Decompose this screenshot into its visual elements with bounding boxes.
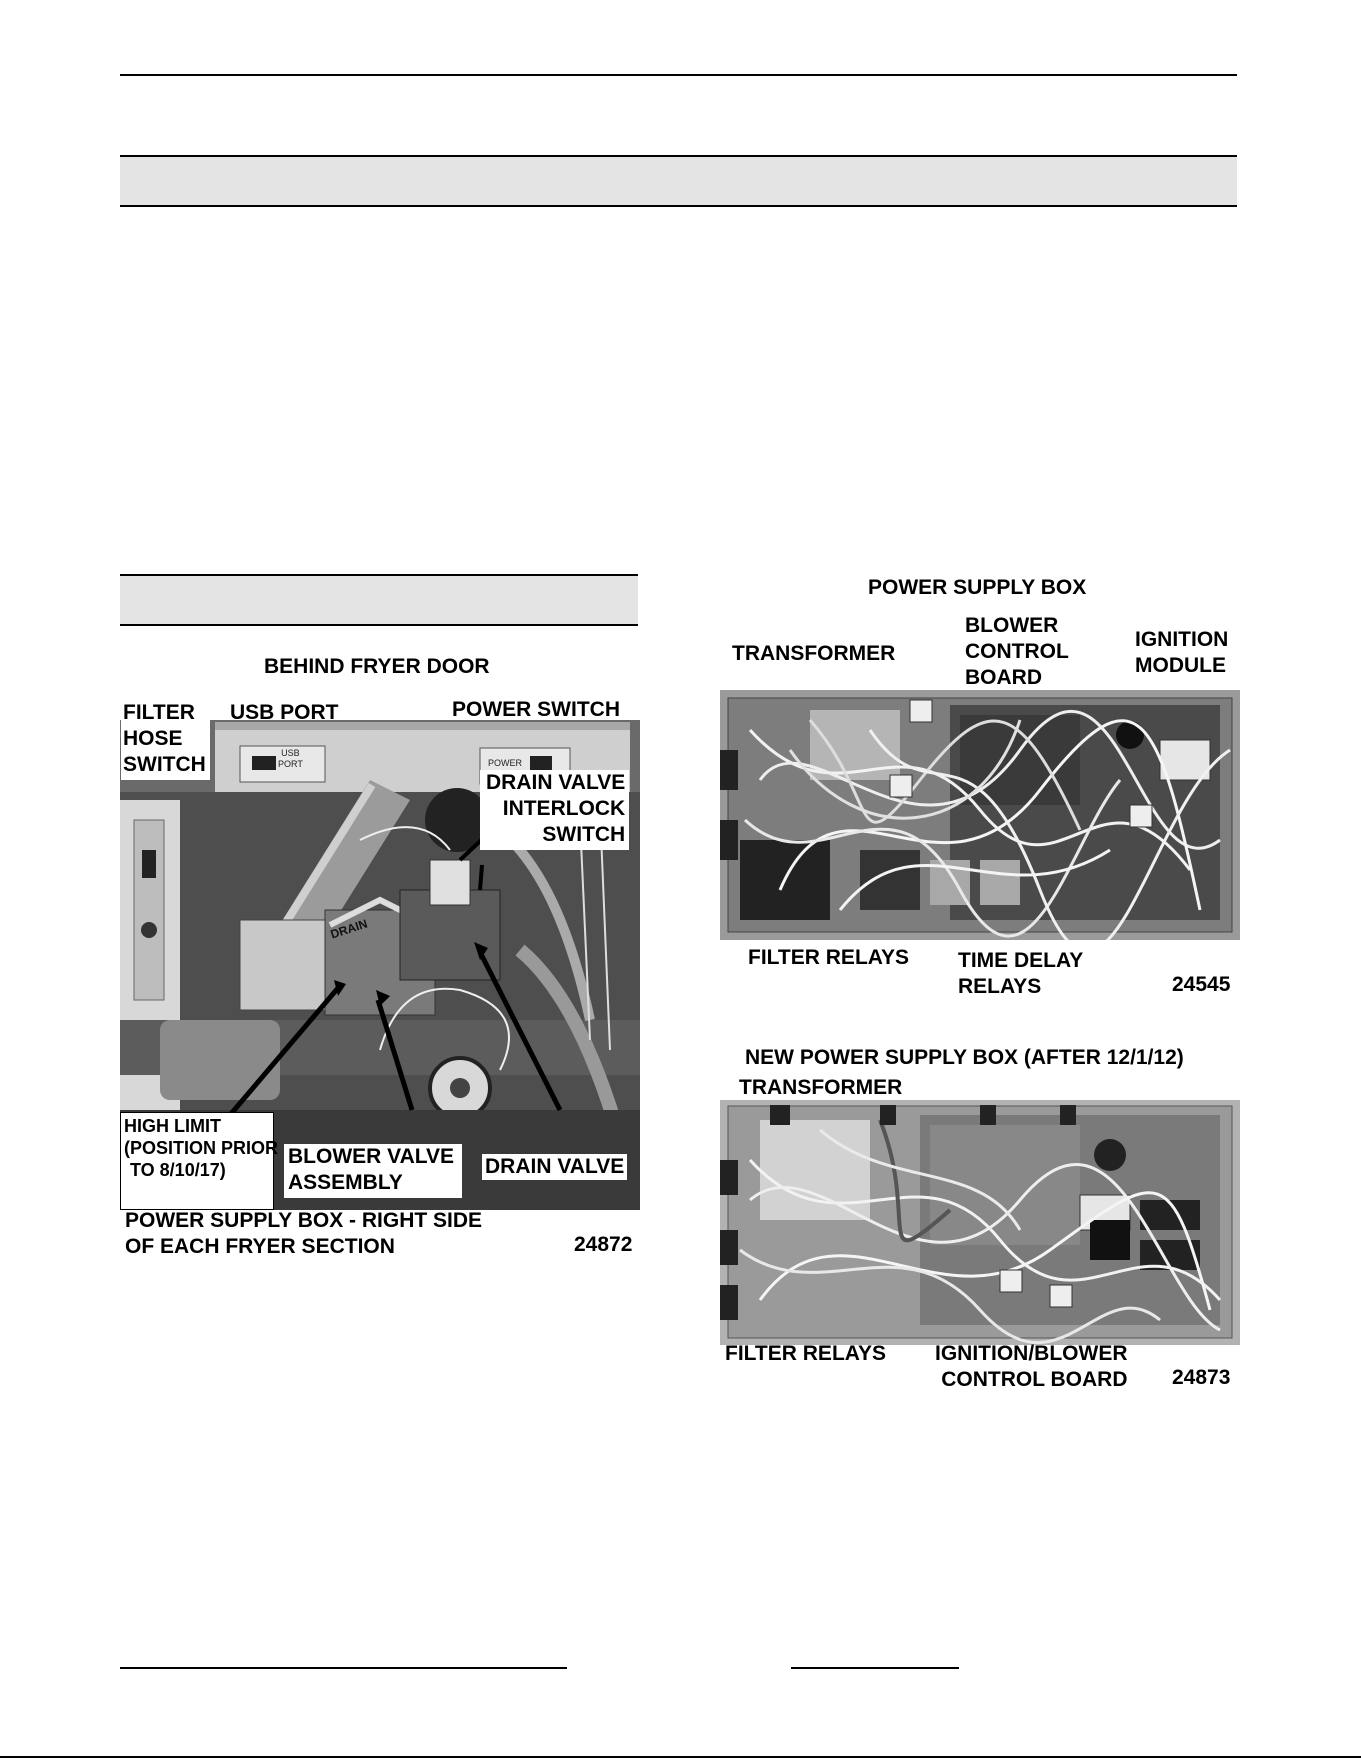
power-supply-box-title: POWER SUPPLY BOX [868,576,1087,599]
footer-rule-left [120,1667,567,1669]
bottom-edge-rule [0,1756,1361,1758]
ignition-blower-control-board-label: IGNITION/BLOWER CONTROL BOARD [935,1342,1128,1391]
time-delay-relays-label: TIME DELAY RELAYS [958,949,1084,998]
power-switch-label: POWER SWITCH [452,698,620,721]
transformer-label: TRANSFORMER [732,642,896,665]
ignition-module-label: IGNITION MODULE [1135,628,1229,677]
new-power-supply-box-title: NEW POWER SUPPLY BOX (AFTER 12/1/12) [745,1046,1184,1069]
subsection-header-band [120,574,638,626]
usb-port-label: USB PORT [230,701,339,724]
high-limit-label: HIGH LIMIT (POSITION PRIOR TO 8/10/17) [120,1112,274,1210]
new-filter-relays-label: FILTER RELAYS [725,1342,887,1365]
drain-handle-label: DRAIN [328,916,370,942]
figure-number-24545: 24545 [1172,973,1231,996]
top-rule [120,74,1237,76]
power-supply-box-photo [720,690,1240,940]
blower-valve-assembly-label: BLOWER VALVE ASSEMBLY [284,1144,462,1198]
figure-number-24872: 24872 [574,1233,633,1256]
filter-relays-label: FILTER RELAYS [748,946,910,969]
section-header-band [120,155,1237,207]
blower-control-board-label: BLOWER CONTROL BOARD [965,614,1069,689]
new-power-supply-box-photo [720,1100,1240,1345]
usb-panel-label: USB PORT [278,748,303,769]
new-transformer-label: TRANSFORMER [739,1076,903,1099]
power-panel-label: POWER [488,758,523,768]
drain-valve-label: DRAIN VALVE [482,1154,627,1180]
drain-valve-interlock-switch-label: DRAIN VALVE INTERLOCK SWITCH [480,770,629,850]
figure-number-24873: 24873 [1172,1366,1231,1389]
filter-hose-switch-label: FILTER HOSE SWITCH [121,700,210,780]
behind-fryer-door-caption: BEHIND FRYER DOOR [264,655,490,678]
power-supply-box-caption: POWER SUPPLY BOX - RIGHT SIDE OF EACH FRYER SECTION [125,1209,483,1258]
footer-rule-right [791,1667,959,1669]
